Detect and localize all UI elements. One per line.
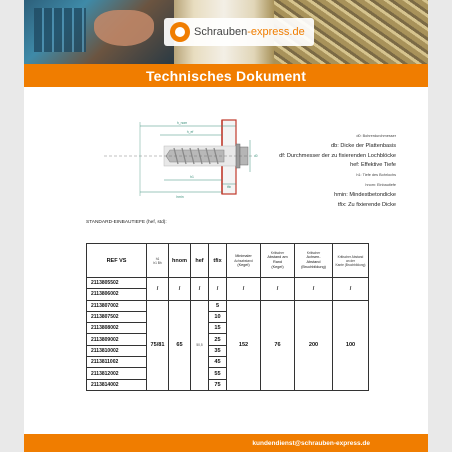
concrete-screw-cross-section-icon (104, 120, 258, 199)
legend-hnom: hnom: Einbautiefe (365, 182, 396, 187)
legend (279, 132, 396, 210)
header-ref: REF VS (87, 244, 147, 278)
header-tfix: tfix (209, 244, 227, 278)
label-tfix: tfix (226, 185, 232, 189)
slash-cell: / (169, 278, 191, 301)
header-crit-edge-1: Kritischer Abstand (337, 254, 364, 259)
slash-cell: / (333, 278, 369, 301)
header-crit-edge (333, 244, 369, 278)
legend-db: db: Dicke der Plattenbasis (331, 142, 396, 149)
tools-photo (24, 0, 174, 64)
tfix-cell: 35 (209, 345, 227, 356)
header-crit-dist-3: Rand (272, 260, 283, 265)
ref-cell: 2113807002 (87, 300, 147, 311)
legend-d0: d0: Bohrerdurchmesser (356, 134, 396, 138)
logo-icon (170, 22, 190, 42)
legend-hef: hef: Effektive Tiefe (350, 162, 396, 169)
crit-axis-merged-cell: 200 (295, 300, 333, 390)
logo-brand: Schrauben (194, 26, 248, 38)
header-min-dist (227, 244, 261, 278)
ref-cell: 2113810002 (87, 345, 147, 356)
header-crit-dist-4: (Kegel) (271, 264, 284, 269)
header-crit-dist (261, 244, 295, 278)
min-dist-merged-cell: 152 (227, 300, 261, 390)
tfix-cell: 15 (209, 323, 227, 334)
header-crit-axis-4: (Bruchbildung) (301, 264, 326, 269)
brand-logo[interactable] (164, 18, 314, 46)
table-row (87, 278, 369, 289)
legend-hmin: hmin: Mindestbetondicke (334, 191, 396, 198)
slash-cell: / (147, 278, 169, 301)
ref-cell: 2113806002 (87, 289, 147, 300)
crit-edge-merged-cell: 100 (333, 300, 369, 390)
title-bar (24, 64, 428, 87)
footer-bar (24, 434, 428, 452)
label-hef: h_ef (186, 130, 194, 134)
legend-df: df: Durchmesser der zu fixierenden Lochblöcke (279, 152, 396, 159)
header-crit-axis-2: Achsen- (306, 255, 321, 260)
footer-email-link[interactable]: kundendienst@schrauben-express.de (252, 439, 370, 447)
header-h1-label: h1 (155, 256, 160, 261)
header-h1 (147, 244, 169, 278)
tfix-cell: 5 (209, 300, 227, 311)
slash-cell: / (209, 278, 227, 301)
legend-tfix: tfix: Zu fixierende Dicke (337, 201, 396, 208)
tfix-cell: 45 (209, 357, 227, 368)
spec-table (86, 243, 369, 391)
screw-diagram (104, 110, 284, 210)
slash-cell: / (261, 278, 295, 301)
ref-cell: 2113814002 (87, 379, 147, 390)
header-crit-axis-1: Kritischer (306, 251, 321, 256)
header-banner (24, 0, 428, 64)
table-row (87, 300, 369, 311)
crit-dist-merged-cell: 76 (261, 300, 295, 390)
header-h1-sub: h1 Bh (153, 260, 162, 265)
header-crit-edge-2: an der (345, 258, 356, 263)
tfix-cell: 10 (209, 311, 227, 322)
h1-merged-cell: 75/81 (147, 300, 169, 390)
slash-cell: / (227, 278, 261, 301)
page-title: Technisches Dokument (145, 67, 307, 84)
standard-depth-label: STANDARD-EINBAUTIEFE (hef, std): (86, 220, 167, 225)
header-crit-dist-2: Abstand am (267, 255, 288, 260)
ref-cell: 2113812002 (87, 368, 147, 379)
header-crit-dist-1: Kritischer (270, 251, 285, 256)
tfix-cell: 25 (209, 334, 227, 345)
slash-cell: / (191, 278, 209, 301)
ref-cell: 2113808002 (87, 323, 147, 334)
label-h1: h1 (190, 175, 194, 179)
header-hnom: hnom (169, 244, 191, 278)
label-hnom: h_nom (176, 121, 188, 125)
ref-cell: 2113811002 (87, 357, 147, 368)
parts-tray-image (34, 8, 86, 52)
header-min-dist-3: (Kegel) (237, 262, 250, 267)
ref-cell: 2113809002 (87, 334, 147, 345)
legend-h1: h1: Tiefe des Bohrlochs (356, 173, 396, 178)
hand-image (94, 10, 154, 46)
header-min-dist-1: Minimaler (235, 253, 252, 258)
ref-cell: 2113807502 (87, 311, 147, 322)
slash-cell: / (295, 278, 333, 301)
ref-cell: 2113805502 (87, 278, 147, 289)
header-crit-axis-3: Abstand (306, 260, 321, 265)
header-min-dist-2: Achsabstand (234, 258, 253, 263)
hef-merged-cell: 50,5 (191, 300, 209, 390)
label-hmin: hmin (176, 195, 184, 199)
logo-accent: -express.de (247, 26, 305, 38)
document-page (24, 0, 428, 452)
table-header-row (87, 244, 369, 278)
logo-text (194, 26, 305, 38)
header-crit-edge-3: Kante (Bruchbildung) (335, 262, 366, 267)
header-crit-axis (295, 244, 333, 278)
hnom-merged-cell: 65 (169, 300, 191, 390)
label-d0: d0 (254, 154, 258, 158)
header-hef: hef (191, 244, 209, 278)
tfix-cell: 75 (209, 379, 227, 390)
tfix-cell: 55 (209, 368, 227, 379)
